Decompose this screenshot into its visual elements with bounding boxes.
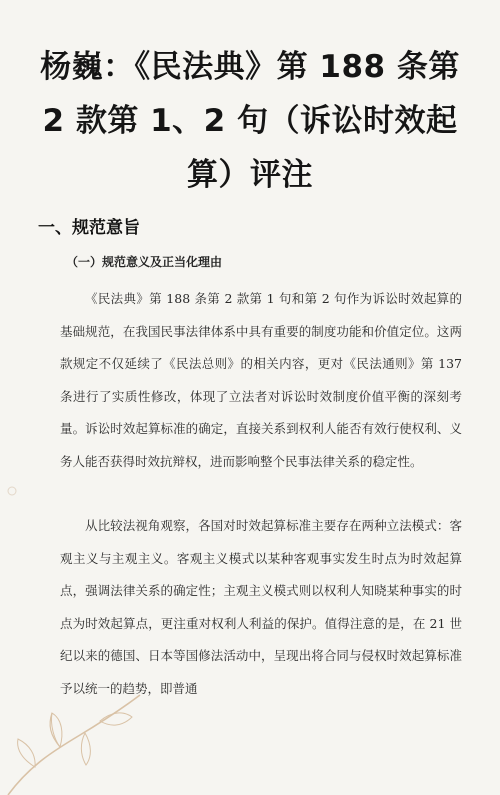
- subsection-heading: （一）规范意义及正当化理由: [66, 255, 223, 269]
- decorative-branch-icon: [0, 655, 150, 795]
- decorative-dot-icon: [6, 485, 18, 497]
- document-title: 杨巍：《民法典》第 188 条第 2 款第 1、2 句（诉讼时效起算）评注: [40, 49, 460, 193]
- body-paragraph: 《民法典》第 188 条第 2 款第 1 句和第 2 句作为诉讼时效起算的基础规范，在我国民事法律体系中具有重要的制度功能和价值定位。这两款规定不仅延续了《民法总则》的相关内容，更对《民法通则》第 137 条进行了实质性修改，体现了立法者对诉讼时效制度价值平衡的深刻考量。诉讼时效起算标准的确定，直接关系到权利人能否有效行使权利、义务人能否获得时效抗辩权，进而影响整个民事法律关系的稳定性。: [60, 291, 462, 469]
- body-paragraph: 从比较法视角观察，各国对时效起算标准主要存在两种立法模式：客观主义与主观主义。客观主义模式以某种客观事实发生时点为时效起算点，强调法律关系的确定性；主观主义模式则以权利人知晓某种事实的时点为时效起算点，更注重对权利人利益的保护。值得注意的是，在 21 世纪以来的德国、日本等国修法活动中，呈现出将合同与侵权时效起算标准予以统一的趋势，即普通: [60, 518, 462, 696]
- section-heading: 一、规范意旨: [38, 218, 140, 238]
